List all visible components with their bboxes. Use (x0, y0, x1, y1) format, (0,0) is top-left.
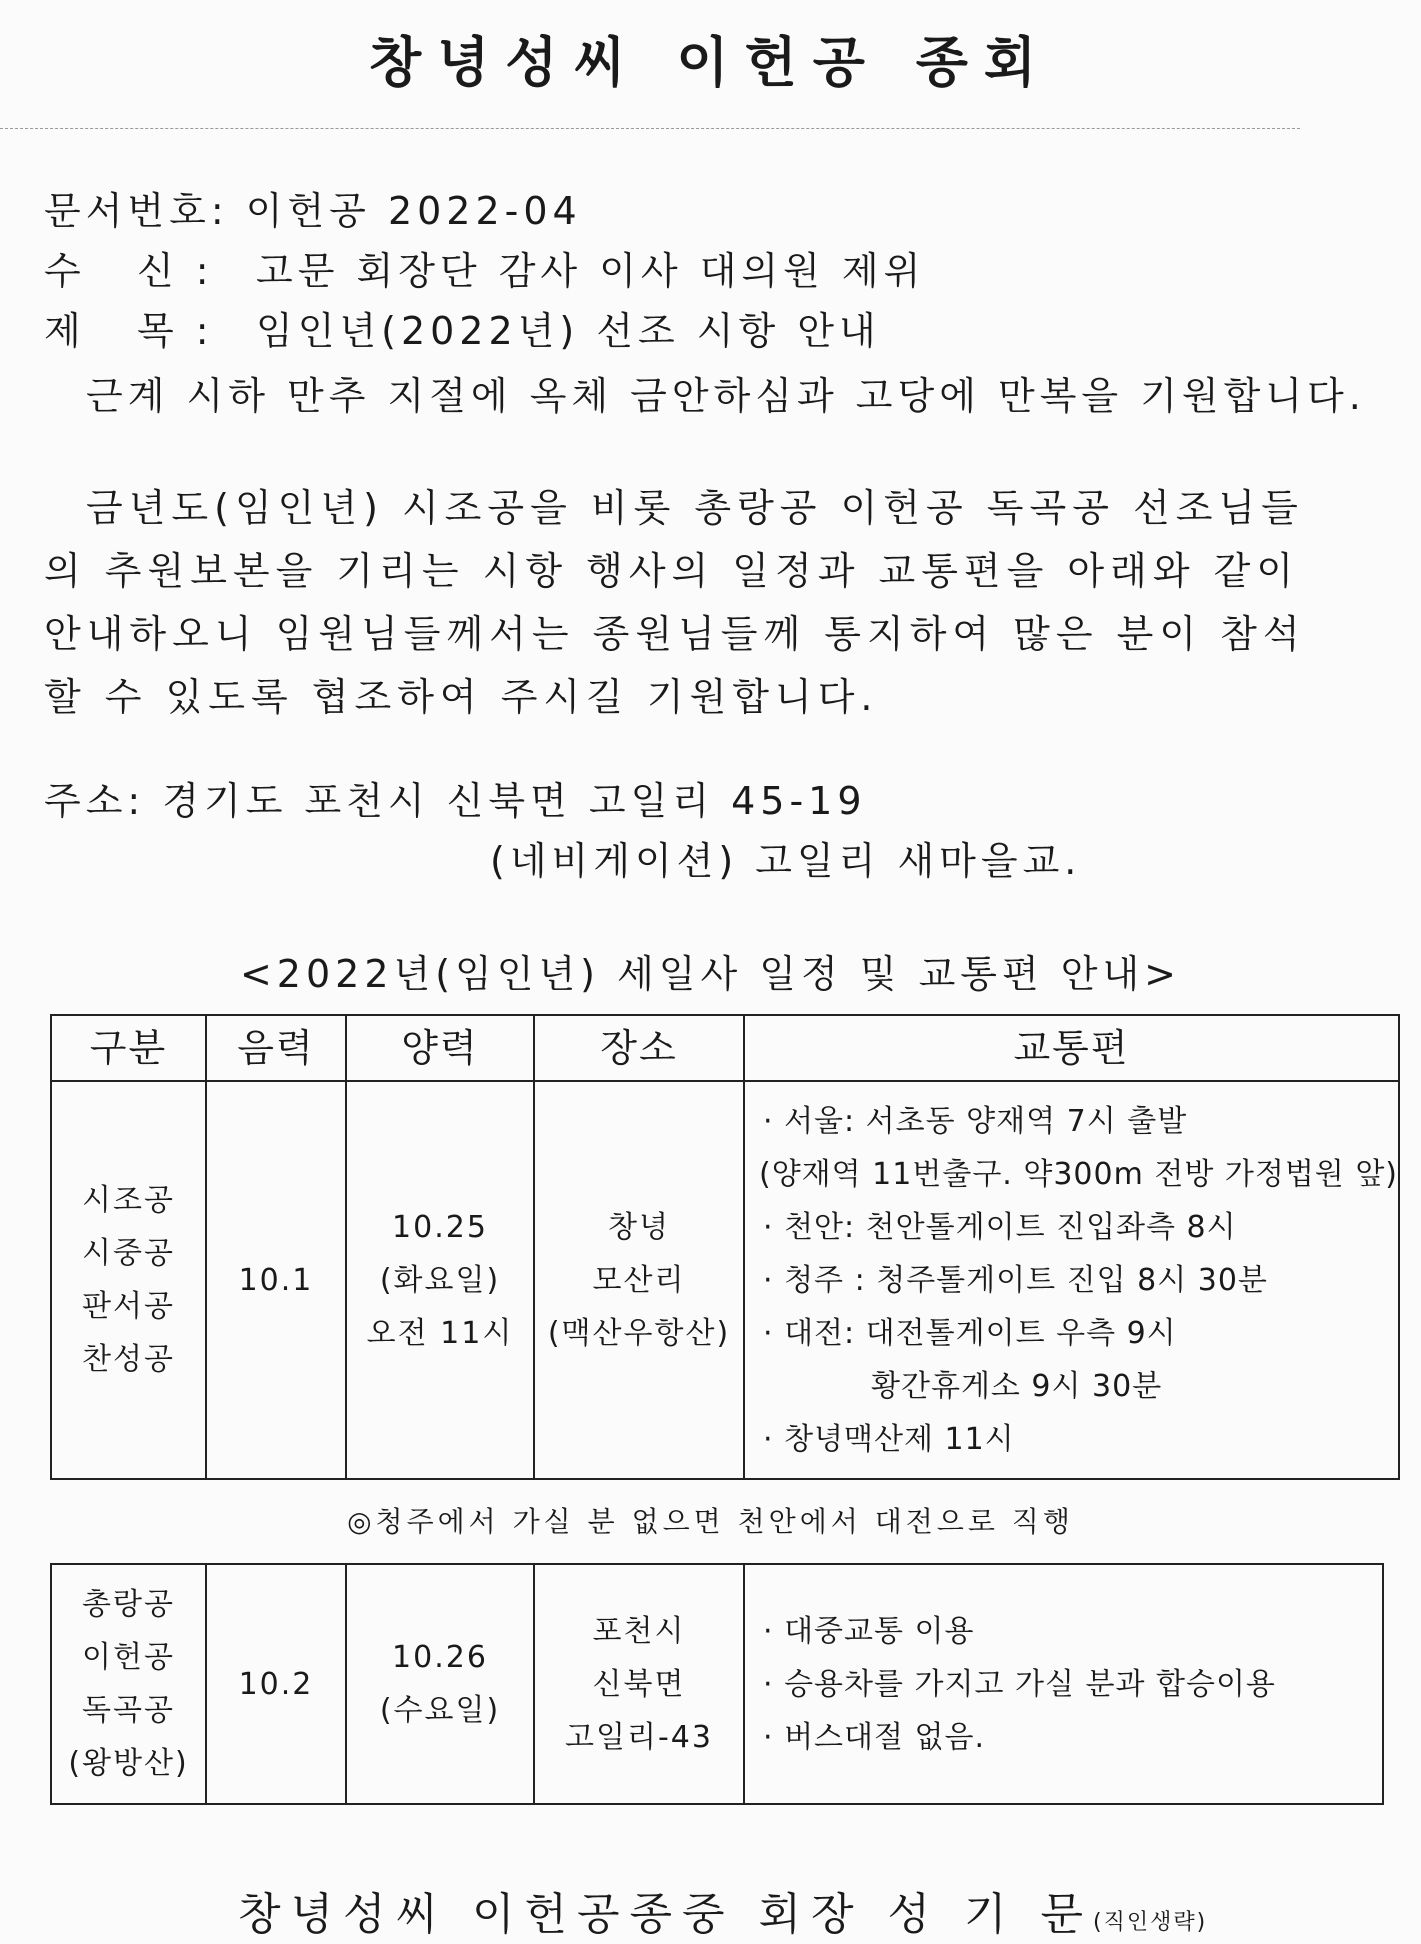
division-item: (왕방산) (68, 1746, 189, 1781)
transport-line: · 대전: 대전톨게이트 우측 9시 (763, 1315, 1177, 1351)
greeting-text: 근계 시하 만추 지절에 옥체 금안하심과 고당에 만복을 기원합니다. (86, 374, 1366, 418)
transport-line: · 서울: 서초동 양재역 7시 출발 (763, 1103, 1188, 1139)
subject-line (44, 300, 881, 355)
place-line: 포천시 (592, 1613, 686, 1649)
seal-omitted-note: (직인생략) (1093, 1910, 1208, 1935)
document-title: 창녕성씨 이헌공 종회 (368, 30, 1053, 94)
paragraph-line: 할 수 있도록 협조하여 주시길 기원합니다. (44, 675, 879, 719)
header-solar: 양력 (346, 1015, 534, 1081)
doc-number-line (44, 180, 582, 235)
place-line: 모산리 (592, 1262, 686, 1298)
recipient-value: 고문 회장단 감사 이사 대의원 제위 (256, 249, 926, 293)
doc-number-label: 문서번호: (44, 189, 229, 233)
division-item: 시중공 (82, 1236, 175, 1271)
header-place: 장소 (534, 1015, 744, 1081)
transport-line: · 청주 : 청주톨게이트 진입 8시 30분 (763, 1262, 1268, 1298)
main-paragraph (44, 477, 1384, 729)
schedule-table-main (50, 1014, 1400, 1480)
transport-line: · 승용차를 가지고 가실 분과 합승이용 (763, 1666, 1276, 1702)
subject-label: 제 목 : (44, 309, 214, 353)
paragraph-line: 금년도(임인년) 시조공을 비롯 총랑공 이헌공 독곡공 선조님들 (86, 486, 1304, 530)
place-line: 신북면 (592, 1666, 686, 1702)
table-header-row (51, 1015, 1399, 1081)
transport-line: (양재역 11번출구. 약300m 전방 가정법원 앞) (759, 1156, 1399, 1192)
doc-number-value: 이헌공 2022-04 (245, 189, 582, 233)
transport-cell (744, 1564, 1383, 1804)
place-cell (534, 1081, 744, 1479)
subject-value: 임인년(2022년) 선조 시항 안내 (256, 309, 881, 353)
route-note: ◎청주에서 가실 분 없으면 천안에서 대전으로 직행 (347, 1505, 1074, 1538)
place-line: (맥산우항산) (547, 1315, 731, 1351)
place-line: 고일리-43 (565, 1719, 713, 1755)
transport-line: · 버스대절 없음. (763, 1719, 986, 1755)
header-transport: 교통편 (744, 1015, 1399, 1081)
solar-weekday: (수요일) (379, 1693, 501, 1728)
solar-time: 오전 11시 (366, 1315, 514, 1351)
recipient-label: 수 신 : (44, 249, 214, 293)
header-division: 구분 (51, 1015, 206, 1081)
lunar-date-cell: 10.1 (206, 1081, 346, 1479)
transport-line: · 창녕맥산제 11시 (763, 1421, 1015, 1457)
division-item: 시조공 (82, 1183, 175, 1218)
solar-date: 10.26 (392, 1640, 488, 1675)
division-item: 찬성공 (82, 1342, 175, 1377)
paragraph-line: 의 추원보본을 기리는 시항 행사의 일정과 교통편을 아래와 같이 (44, 549, 1300, 593)
solar-weekday: (화요일) (379, 1262, 501, 1298)
table-row (51, 1081, 1399, 1479)
transport-line: 황간휴게소 9시 30분 (871, 1368, 1163, 1404)
solar-date-cell (346, 1081, 534, 1479)
header-lunar: 음력 (206, 1015, 346, 1081)
table-row (51, 1564, 1383, 1804)
navigation-line: (네비게이션) 고일리 새마을교. (490, 839, 1082, 883)
solar-date-cell (346, 1564, 534, 1804)
division-cell (51, 1081, 206, 1479)
paragraph-line: 안내하오니 임원님들께서는 종원님들께 통지하여 많은 분이 참석 (44, 612, 1306, 656)
recipient-line (44, 240, 925, 295)
solar-date: 10.25 (392, 1209, 488, 1245)
title-divider (0, 128, 1300, 129)
division-cell (51, 1564, 206, 1804)
transport-cell (744, 1081, 1399, 1479)
transport-line: · 대중교통 이용 (763, 1613, 975, 1649)
place-cell (534, 1564, 744, 1804)
division-item: 이헌공 (82, 1640, 175, 1675)
signature-line (238, 1878, 1207, 1942)
signature-text: 창녕성씨 이헌공종중 회장 성 기 문 (238, 1889, 1093, 1940)
division-item: 판서공 (82, 1289, 175, 1324)
schedule-title: <2022년(임인년) 세일사 일정 및 교통편 안내> (239, 952, 1182, 996)
division-item: 총랑공 (82, 1587, 175, 1622)
division-item: 독곡공 (82, 1693, 175, 1728)
lunar-date-cell: 10.2 (206, 1564, 346, 1804)
place-line: 창녕 (608, 1209, 670, 1245)
address-line: 주소: 경기도 포천시 신북면 고일리 45-19 (44, 779, 867, 823)
transport-line: · 천안: 천안톨게이트 진입좌측 8시 (763, 1209, 1237, 1245)
schedule-table-second (50, 1563, 1384, 1805)
